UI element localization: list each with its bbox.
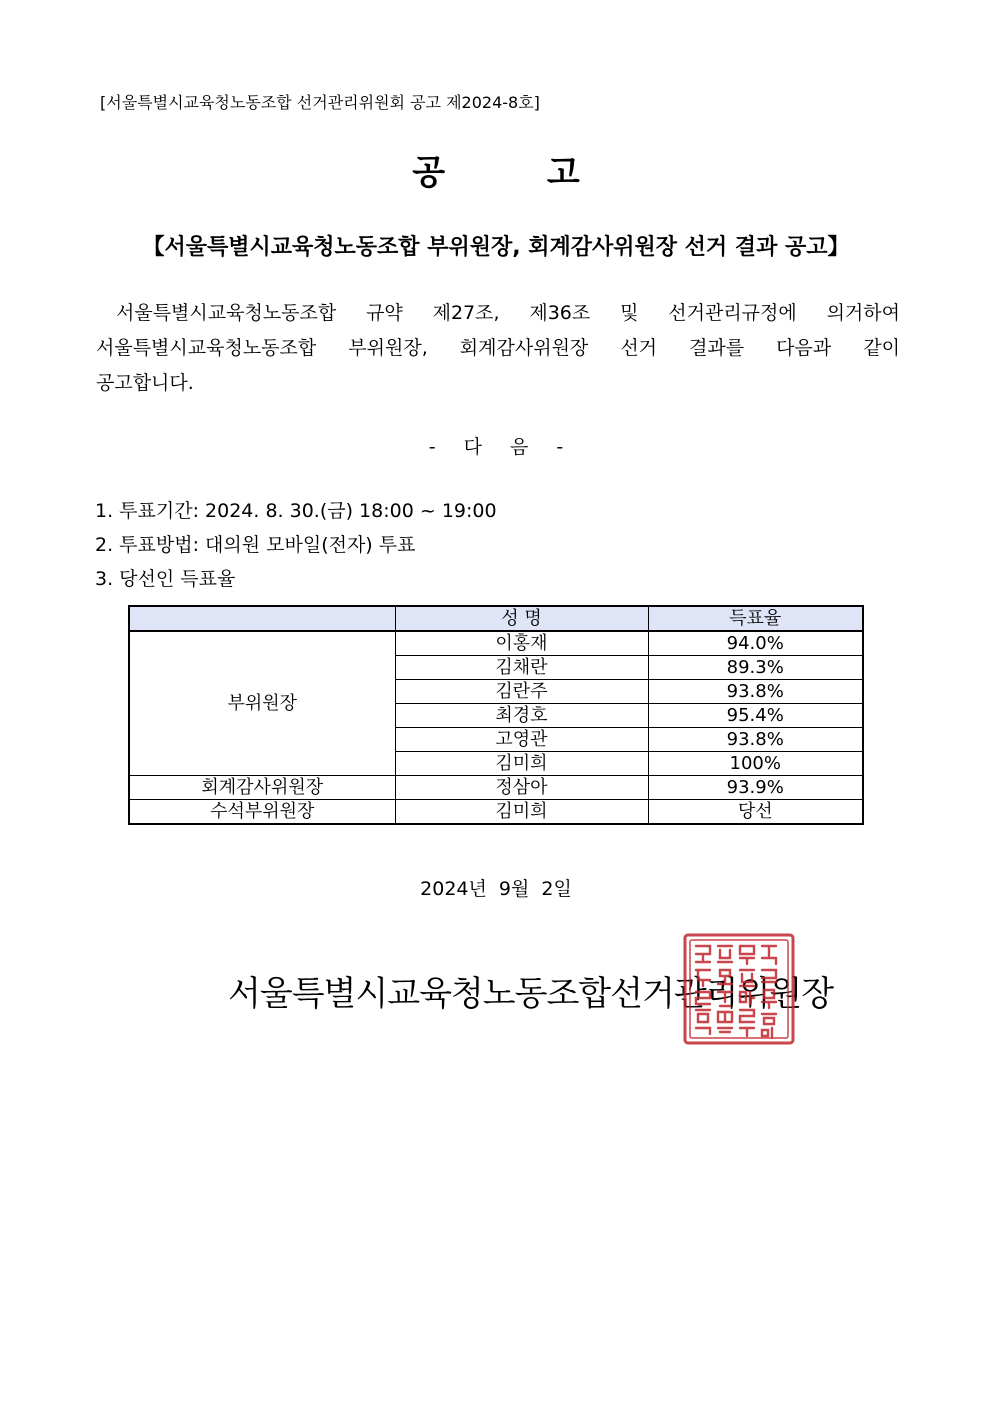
signature-title: 서울특별시교육청노동조합선거관리위원장 bbox=[228, 974, 834, 1014]
official-seal-icon bbox=[682, 932, 796, 1046]
body-line-1: 서울특별시교육청노동조합 규약 제27조, 제36조 및 선거관리규정에 의거하여 bbox=[116, 302, 900, 324]
rate-cell: 100% bbox=[648, 752, 863, 776]
position-cell: 회계감사위원장 bbox=[129, 776, 395, 800]
header-position bbox=[129, 606, 395, 631]
name-cell: 고영관 bbox=[395, 728, 648, 752]
table-row bbox=[129, 776, 863, 800]
notice-date: 2024년 9월 2일 bbox=[420, 878, 572, 900]
name-cell: 김채란 bbox=[395, 656, 648, 680]
table-row bbox=[129, 631, 863, 656]
page-title: 공 고 bbox=[412, 153, 580, 193]
rate-cell: 93.9% bbox=[648, 776, 863, 800]
item-voting-period: 1. 투표기간: 2024. 8. 30.(금) 18:00 ~ 19:00 bbox=[95, 500, 497, 522]
rate-cell: 당선 bbox=[648, 800, 863, 825]
item-winner-rates: 3. 당선인 득표율 bbox=[95, 568, 236, 590]
header-name: 성 명 bbox=[395, 606, 648, 631]
name-cell: 김미희 bbox=[395, 752, 648, 776]
results-table bbox=[128, 605, 864, 825]
position-cell: 수석부위원장 bbox=[129, 800, 395, 825]
body-line-3: 공고합니다. bbox=[96, 372, 194, 394]
name-cell: 최경호 bbox=[395, 704, 648, 728]
rate-cell: 94.0% bbox=[648, 631, 863, 656]
item-list bbox=[95, 494, 497, 596]
rate-cell: 89.3% bbox=[648, 656, 863, 680]
notice-body bbox=[96, 296, 900, 401]
name-cell: 정삼아 bbox=[395, 776, 648, 800]
name-cell: 이홍재 bbox=[395, 631, 648, 656]
notice-reference: [서울특별시교육청노동조합 선거관리위원회 공고 제2024-8호] bbox=[100, 93, 540, 112]
name-cell: 김란주 bbox=[395, 680, 648, 704]
item-voting-method: 2. 투표방법: 대의원 모바일(전자) 투표 bbox=[95, 534, 416, 556]
body-line-2: 서울특별시교육청노동조합 부위원장, 회계감사위원장 선거 결과를 다음과 같이 bbox=[96, 337, 900, 359]
table-header-row bbox=[129, 606, 863, 631]
notice-subtitle: 【서울특별시교육청노동조합 부위원장, 회계감사위원장 선거 결과 공고】 bbox=[142, 235, 850, 260]
table-row bbox=[129, 800, 863, 825]
position-cell: 부위원장 bbox=[129, 631, 395, 776]
header-rate: 득표율 bbox=[648, 606, 863, 631]
below-marker: - 다 음 - bbox=[428, 436, 564, 458]
name-cell: 김미희 bbox=[395, 800, 648, 825]
rate-cell: 95.4% bbox=[648, 704, 863, 728]
rate-cell: 93.8% bbox=[648, 728, 863, 752]
rate-cell: 93.8% bbox=[648, 680, 863, 704]
